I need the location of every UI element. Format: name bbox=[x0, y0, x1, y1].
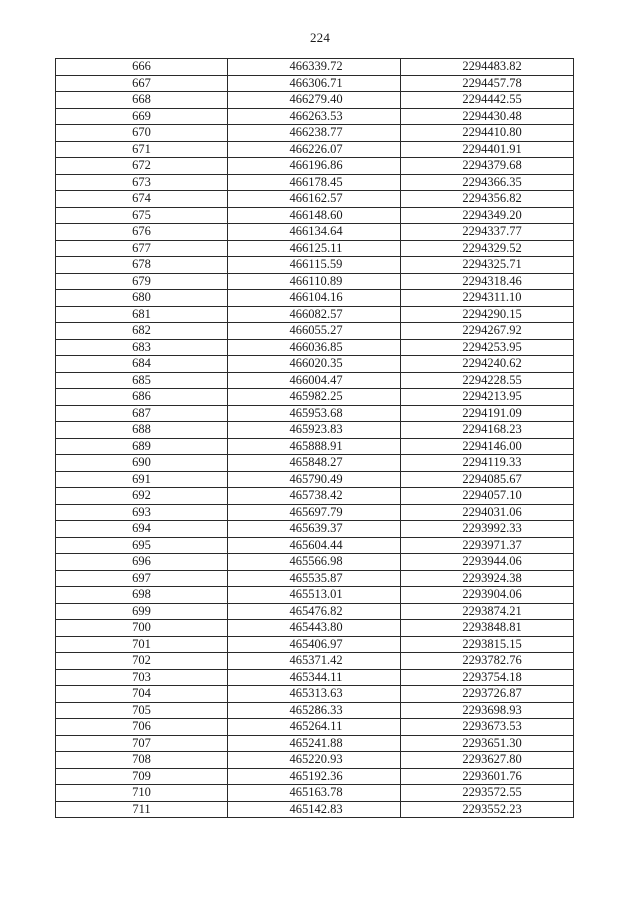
table-row bbox=[56, 257, 574, 274]
x-coordinate-cell: 466110.89 bbox=[228, 273, 401, 290]
table-row bbox=[56, 323, 574, 340]
table-row bbox=[56, 125, 574, 142]
point-number-cell: 676 bbox=[56, 224, 228, 241]
y-coordinate-cell: 2293848.81 bbox=[401, 620, 574, 637]
x-coordinate-cell: 465738.42 bbox=[228, 488, 401, 505]
point-number-cell: 697 bbox=[56, 570, 228, 587]
y-coordinate-cell: 2293754.18 bbox=[401, 669, 574, 686]
table-row bbox=[56, 108, 574, 125]
x-coordinate-cell: 465371.42 bbox=[228, 653, 401, 670]
y-coordinate-cell: 2294228.55 bbox=[401, 372, 574, 389]
point-number-cell: 711 bbox=[56, 801, 228, 818]
point-number-cell: 680 bbox=[56, 290, 228, 307]
x-coordinate-cell: 465241.88 bbox=[228, 735, 401, 752]
y-coordinate-cell: 2294267.92 bbox=[401, 323, 574, 340]
table-row bbox=[56, 306, 574, 323]
table-row bbox=[56, 686, 574, 703]
y-coordinate-cell: 2293572.55 bbox=[401, 785, 574, 802]
point-number-cell: 678 bbox=[56, 257, 228, 274]
y-coordinate-cell: 2294240.62 bbox=[401, 356, 574, 373]
table-row bbox=[56, 504, 574, 521]
x-coordinate-cell: 465848.27 bbox=[228, 455, 401, 472]
y-coordinate-cell: 2294031.06 bbox=[401, 504, 574, 521]
point-number-cell: 703 bbox=[56, 669, 228, 686]
coordinates-table bbox=[55, 58, 574, 818]
point-number-cell: 686 bbox=[56, 389, 228, 406]
x-coordinate-cell: 465443.80 bbox=[228, 620, 401, 637]
x-coordinate-cell: 465476.82 bbox=[228, 603, 401, 620]
x-coordinate-cell: 466263.53 bbox=[228, 108, 401, 125]
coordinates-table-body bbox=[56, 59, 574, 818]
point-number-cell: 687 bbox=[56, 405, 228, 422]
y-coordinate-cell: 2293673.53 bbox=[401, 719, 574, 736]
x-coordinate-cell: 465535.87 bbox=[228, 570, 401, 587]
x-coordinate-cell: 465142.83 bbox=[228, 801, 401, 818]
x-coordinate-cell: 465697.79 bbox=[228, 504, 401, 521]
y-coordinate-cell: 2293651.30 bbox=[401, 735, 574, 752]
point-number-cell: 694 bbox=[56, 521, 228, 538]
point-number-cell: 683 bbox=[56, 339, 228, 356]
y-coordinate-cell: 2294191.09 bbox=[401, 405, 574, 422]
table-row bbox=[56, 240, 574, 257]
table-row bbox=[56, 537, 574, 554]
table-row bbox=[56, 768, 574, 785]
table-row bbox=[56, 75, 574, 92]
y-coordinate-cell: 2293552.23 bbox=[401, 801, 574, 818]
point-number-cell: 672 bbox=[56, 158, 228, 175]
table-row bbox=[56, 570, 574, 587]
point-number-cell: 710 bbox=[56, 785, 228, 802]
y-coordinate-cell: 2294213.95 bbox=[401, 389, 574, 406]
point-number-cell: 689 bbox=[56, 438, 228, 455]
page-number: 224 bbox=[309, 30, 331, 45]
table-row bbox=[56, 719, 574, 736]
point-number-cell: 699 bbox=[56, 603, 228, 620]
y-coordinate-cell: 2294318.46 bbox=[401, 273, 574, 290]
table-row bbox=[56, 752, 574, 769]
x-coordinate-cell: 465639.37 bbox=[228, 521, 401, 538]
x-coordinate-cell: 466055.27 bbox=[228, 323, 401, 340]
table-row bbox=[56, 488, 574, 505]
y-coordinate-cell: 2293782.76 bbox=[401, 653, 574, 670]
x-coordinate-cell: 465953.68 bbox=[228, 405, 401, 422]
table-row bbox=[56, 290, 574, 307]
point-number-cell: 671 bbox=[56, 141, 228, 158]
table-row bbox=[56, 785, 574, 802]
y-coordinate-cell: 2293874.21 bbox=[401, 603, 574, 620]
x-coordinate-cell: 466279.40 bbox=[228, 92, 401, 109]
x-coordinate-cell: 465313.63 bbox=[228, 686, 401, 703]
x-coordinate-cell: 466020.35 bbox=[228, 356, 401, 373]
x-coordinate-cell: 466306.71 bbox=[228, 75, 401, 92]
point-number-cell: 698 bbox=[56, 587, 228, 604]
point-number-cell: 679 bbox=[56, 273, 228, 290]
table-row bbox=[56, 801, 574, 818]
x-coordinate-cell: 466134.64 bbox=[228, 224, 401, 241]
table-row bbox=[56, 158, 574, 175]
point-number-cell: 682 bbox=[56, 323, 228, 340]
point-number-cell: 701 bbox=[56, 636, 228, 653]
y-coordinate-cell: 2293904.06 bbox=[401, 587, 574, 604]
y-coordinate-cell: 2293601.76 bbox=[401, 768, 574, 785]
y-coordinate-cell: 2294457.78 bbox=[401, 75, 574, 92]
table-row bbox=[56, 735, 574, 752]
x-coordinate-cell: 466226.07 bbox=[228, 141, 401, 158]
y-coordinate-cell: 2294119.33 bbox=[401, 455, 574, 472]
y-coordinate-cell: 2293971.37 bbox=[401, 537, 574, 554]
y-coordinate-cell: 2294325.71 bbox=[401, 257, 574, 274]
table-row bbox=[56, 224, 574, 241]
x-coordinate-cell: 466238.77 bbox=[228, 125, 401, 142]
point-number-cell: 677 bbox=[56, 240, 228, 257]
x-coordinate-cell: 466162.57 bbox=[228, 191, 401, 208]
x-coordinate-cell: 465888.91 bbox=[228, 438, 401, 455]
point-number-cell: 704 bbox=[56, 686, 228, 703]
y-coordinate-cell: 2294253.95 bbox=[401, 339, 574, 356]
x-coordinate-cell: 465982.25 bbox=[228, 389, 401, 406]
table-row bbox=[56, 356, 574, 373]
point-number-cell: 667 bbox=[56, 75, 228, 92]
x-coordinate-cell: 466004.47 bbox=[228, 372, 401, 389]
x-coordinate-cell: 466178.45 bbox=[228, 174, 401, 191]
x-coordinate-cell: 465513.01 bbox=[228, 587, 401, 604]
y-coordinate-cell: 2294483.82 bbox=[401, 59, 574, 76]
x-coordinate-cell: 465220.93 bbox=[228, 752, 401, 769]
point-number-cell: 691 bbox=[56, 471, 228, 488]
point-number-cell: 684 bbox=[56, 356, 228, 373]
y-coordinate-cell: 2294410.80 bbox=[401, 125, 574, 142]
y-coordinate-cell: 2293726.87 bbox=[401, 686, 574, 703]
point-number-cell: 707 bbox=[56, 735, 228, 752]
table-row bbox=[56, 92, 574, 109]
x-coordinate-cell: 466125.11 bbox=[228, 240, 401, 257]
x-coordinate-cell: 465163.78 bbox=[228, 785, 401, 802]
point-number-cell: 673 bbox=[56, 174, 228, 191]
y-coordinate-cell: 2294311.10 bbox=[401, 290, 574, 307]
point-number-cell: 692 bbox=[56, 488, 228, 505]
table-row bbox=[56, 174, 574, 191]
table-row bbox=[56, 389, 574, 406]
point-number-cell: 674 bbox=[56, 191, 228, 208]
table-row bbox=[56, 620, 574, 637]
x-coordinate-cell: 465344.11 bbox=[228, 669, 401, 686]
point-number-cell: 702 bbox=[56, 653, 228, 670]
table-row bbox=[56, 702, 574, 719]
x-coordinate-cell: 465286.33 bbox=[228, 702, 401, 719]
x-coordinate-cell: 465923.83 bbox=[228, 422, 401, 439]
point-number-cell: 690 bbox=[56, 455, 228, 472]
y-coordinate-cell: 2294329.52 bbox=[401, 240, 574, 257]
table-row bbox=[56, 653, 574, 670]
table-row bbox=[56, 191, 574, 208]
point-number-cell: 709 bbox=[56, 768, 228, 785]
point-number-cell: 685 bbox=[56, 372, 228, 389]
table-row bbox=[56, 59, 574, 76]
table-row bbox=[56, 471, 574, 488]
x-coordinate-cell: 465604.44 bbox=[228, 537, 401, 554]
point-number-cell: 668 bbox=[56, 92, 228, 109]
x-coordinate-cell: 466196.86 bbox=[228, 158, 401, 175]
x-coordinate-cell: 466082.57 bbox=[228, 306, 401, 323]
table-row bbox=[56, 141, 574, 158]
table-row bbox=[56, 372, 574, 389]
y-coordinate-cell: 2294168.23 bbox=[401, 422, 574, 439]
y-coordinate-cell: 2294057.10 bbox=[401, 488, 574, 505]
table-row bbox=[56, 521, 574, 538]
table-row bbox=[56, 554, 574, 571]
table-row bbox=[56, 587, 574, 604]
y-coordinate-cell: 2294337.77 bbox=[401, 224, 574, 241]
x-coordinate-cell: 466148.60 bbox=[228, 207, 401, 224]
table-row bbox=[56, 405, 574, 422]
y-coordinate-cell: 2294430.48 bbox=[401, 108, 574, 125]
x-coordinate-cell: 466339.72 bbox=[228, 59, 401, 76]
point-number-cell: 688 bbox=[56, 422, 228, 439]
y-coordinate-cell: 2294401.91 bbox=[401, 141, 574, 158]
y-coordinate-cell: 2293924.38 bbox=[401, 570, 574, 587]
table-row bbox=[56, 273, 574, 290]
y-coordinate-cell: 2294366.35 bbox=[401, 174, 574, 191]
point-number-cell: 681 bbox=[56, 306, 228, 323]
y-coordinate-cell: 2293815.15 bbox=[401, 636, 574, 653]
point-number-cell: 693 bbox=[56, 504, 228, 521]
x-coordinate-cell: 465566.98 bbox=[228, 554, 401, 571]
point-number-cell: 670 bbox=[56, 125, 228, 142]
x-coordinate-cell: 465406.97 bbox=[228, 636, 401, 653]
point-number-cell: 705 bbox=[56, 702, 228, 719]
point-number-cell: 696 bbox=[56, 554, 228, 571]
y-coordinate-cell: 2294356.82 bbox=[401, 191, 574, 208]
table-row bbox=[56, 339, 574, 356]
table-row bbox=[56, 603, 574, 620]
x-coordinate-cell: 465790.49 bbox=[228, 471, 401, 488]
table-row bbox=[56, 636, 574, 653]
y-coordinate-cell: 2293944.06 bbox=[401, 554, 574, 571]
point-number-cell: 675 bbox=[56, 207, 228, 224]
y-coordinate-cell: 2294085.67 bbox=[401, 471, 574, 488]
point-number-cell: 700 bbox=[56, 620, 228, 637]
x-coordinate-cell: 465264.11 bbox=[228, 719, 401, 736]
y-coordinate-cell: 2294290.15 bbox=[401, 306, 574, 323]
table-row bbox=[56, 422, 574, 439]
table-row bbox=[56, 438, 574, 455]
y-coordinate-cell: 2294146.00 bbox=[401, 438, 574, 455]
table-row bbox=[56, 669, 574, 686]
point-number-cell: 706 bbox=[56, 719, 228, 736]
table-row bbox=[56, 207, 574, 224]
x-coordinate-cell: 466115.59 bbox=[228, 257, 401, 274]
x-coordinate-cell: 465192.36 bbox=[228, 768, 401, 785]
point-number-cell: 708 bbox=[56, 752, 228, 769]
table-row bbox=[56, 455, 574, 472]
y-coordinate-cell: 2293698.93 bbox=[401, 702, 574, 719]
y-coordinate-cell: 2293992.33 bbox=[401, 521, 574, 538]
point-number-cell: 695 bbox=[56, 537, 228, 554]
y-coordinate-cell: 2293627.80 bbox=[401, 752, 574, 769]
x-coordinate-cell: 466104.16 bbox=[228, 290, 401, 307]
point-number-cell: 669 bbox=[56, 108, 228, 125]
y-coordinate-cell: 2294379.68 bbox=[401, 158, 574, 175]
x-coordinate-cell: 466036.85 bbox=[228, 339, 401, 356]
point-number-cell: 666 bbox=[56, 59, 228, 76]
y-coordinate-cell: 2294349.20 bbox=[401, 207, 574, 224]
y-coordinate-cell: 2294442.55 bbox=[401, 92, 574, 109]
